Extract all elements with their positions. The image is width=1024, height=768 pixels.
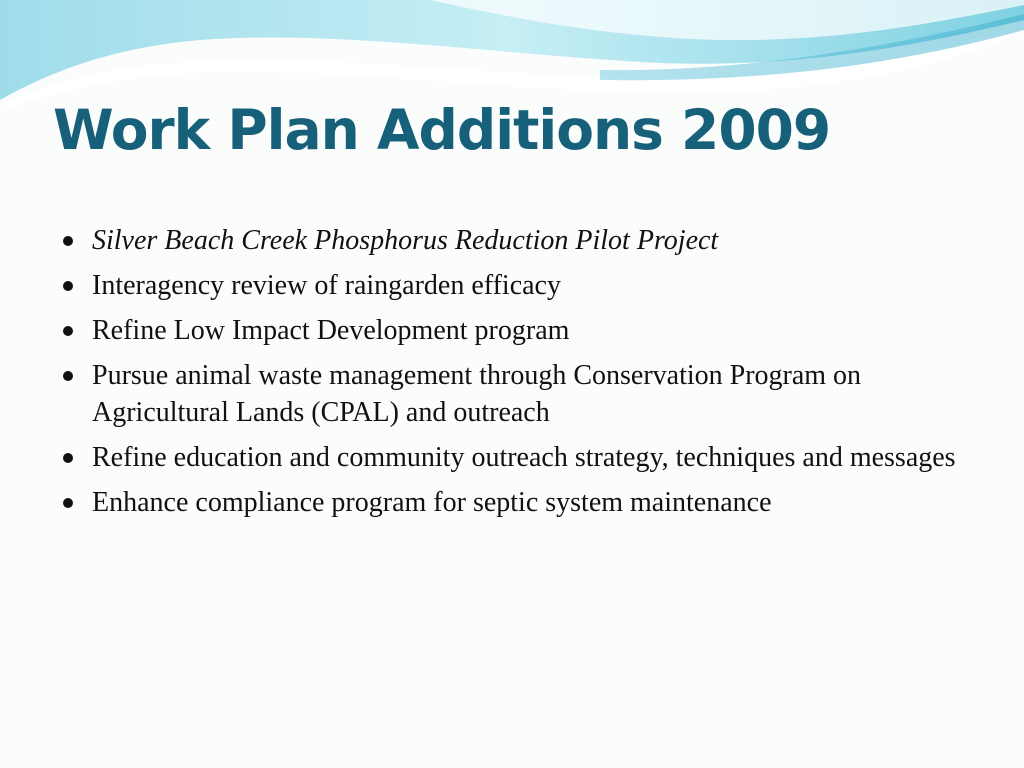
bullet-item: [60, 312, 960, 349]
bullet-text: Refine Low Impact Development program: [92, 315, 570, 346]
bullet-dot-icon: [63, 498, 73, 508]
bullet-list: [60, 222, 960, 529]
bullet-text: Silver Beach Creek Phosphorus Reduction Pilot Project: [92, 225, 719, 256]
bullet-dot-icon: [63, 453, 73, 463]
bullet-text: Enhance compliance program for septic system maintenance: [92, 487, 772, 518]
bullet-item: [60, 439, 960, 476]
bullet-item: [60, 357, 960, 431]
bullet-item: [60, 222, 960, 259]
bullet-dot-icon: [63, 371, 73, 381]
bullet-text: Pursue animal waste management through Conservation Program on Agricultural Lands (CPAL) and outreach: [92, 360, 862, 428]
bullet-item: [60, 267, 960, 304]
bullet-dot-icon: [63, 326, 73, 336]
bullet-text: Refine education and community outreach strategy, techniques and messages: [92, 442, 956, 473]
bullet-dot-icon: [63, 281, 73, 291]
slide-title: Work Plan Additions 2009: [53, 98, 831, 162]
bullet-dot-icon: [63, 236, 73, 246]
bullet-text: Interagency review of raingarden efficacy: [92, 270, 561, 301]
bullet-item: [60, 484, 960, 521]
